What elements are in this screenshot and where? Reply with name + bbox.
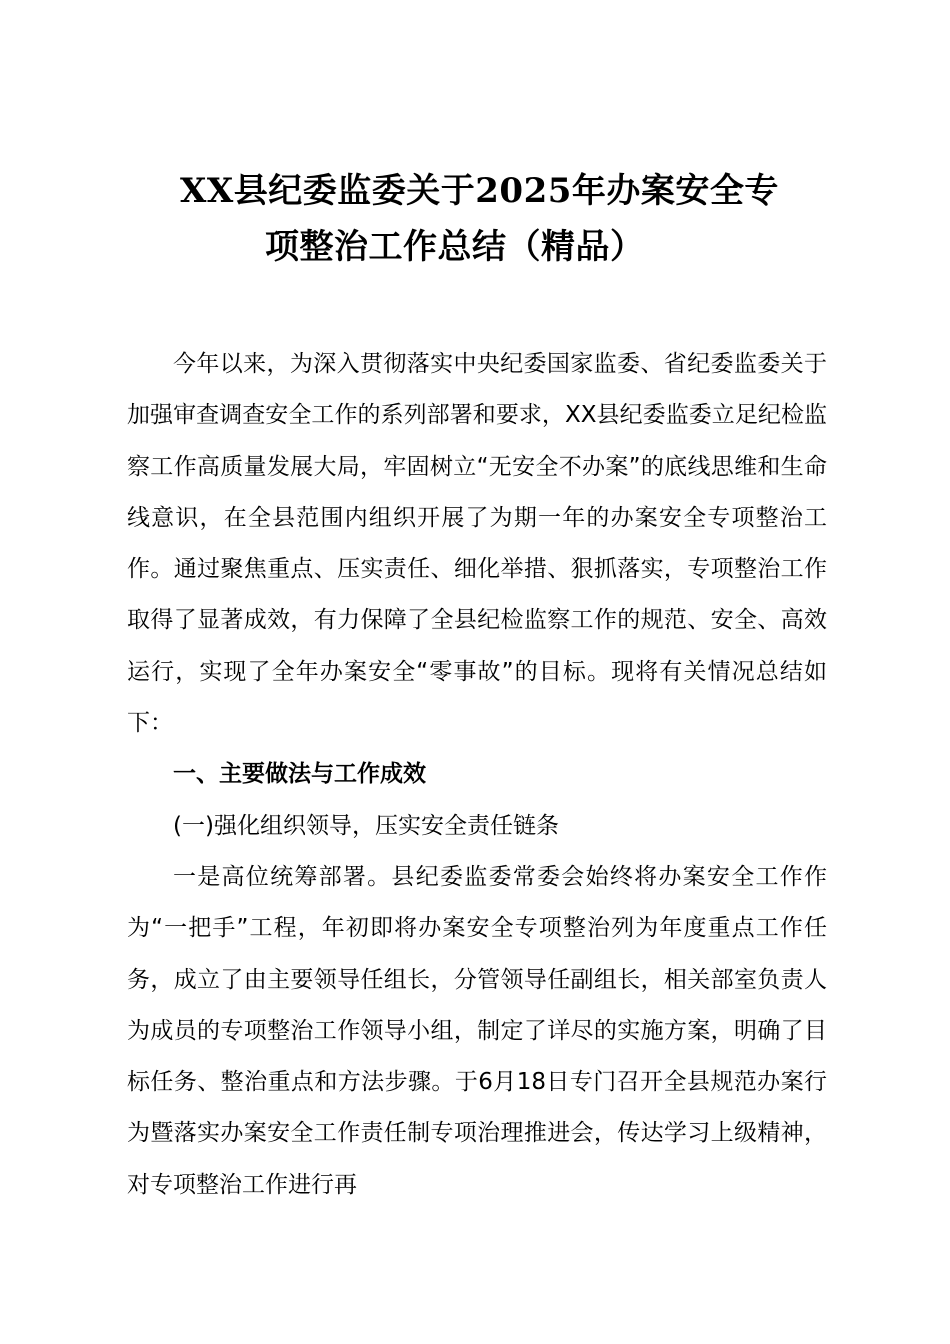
subsection-heading-1: (一)强化组织领导，压实安全责任链条 [173,812,559,839]
section-heading-1: 一、主要做法与工作成效 [173,761,426,788]
title-line-1: XX县纪委监委关于2025年办案安全专 [180,171,779,211]
document-body [127,339,827,1211]
intro-paragraph: 今年以来，为深入贯彻落实中央纪委国家监委、省纪委监委关于加强审查调查安全工作的系列部署和要求，XX县纪委监委立足纪检监察工作高质量发展大局，牢固树立“无安全不办案”的底线思维和生命线意识，在全县范围内组织开展了为期一年的办案安全专项整治工作。通过聚焦重点、压实责任、细化举措、狠抓落实，专项整治工作取得了显著成效，有力保障了全县纪检监察工作的规范、安全、高效运行，实现了全年办案安全“零事故”的目标。现将有关情况总结如下： [127,351,827,737]
body-paragraph-1: 一是高位统筹部署。县纪委监委常委会始终将办案安全工作作为“一把手”工程，年初即将办案安全专项整治列为年度重点工作任务，成立了由主要领导任组长，分管领导任副组长，相关部室负责人为成员的专项整治工作领导小组，制定了详尽的实施方案，明确了目标任务、整治重点和方法步骤。于6月18日专门召开全县规范办案行为暨落实办案安全工作责任制专项治理推进会，传达学习上级精神，对专项整治工作进行再 [127,863,827,1198]
document-title [120,163,880,275]
title-line-2: 项整治工作总结（精品） [265,227,645,267]
